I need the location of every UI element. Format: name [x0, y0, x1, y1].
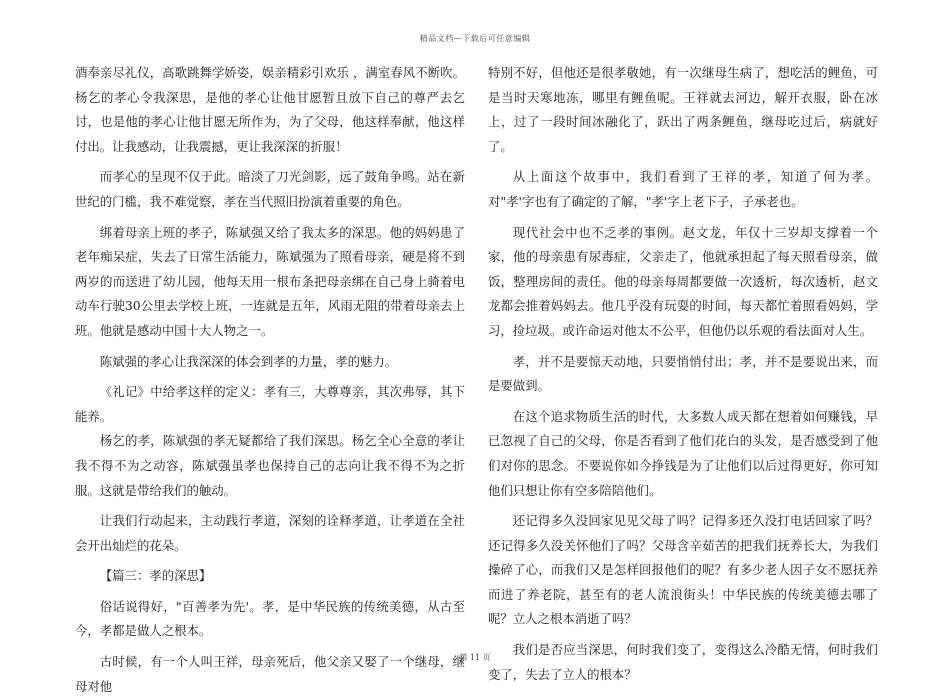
- paragraph: 陈斌强的孝心让我深深的体会到孝的力量，孝的魅力。: [99, 353, 398, 369]
- paragraph: 还记得多久没回家见见父母了吗？记得多还久没打电话回家了吗？还记得多久没关怀他们了吗？父母含辛茹苦的把我们抚养长大，为我们操碎了心，而我们又是怎样回报他们的呢？有多少老人因子女不愿抚养而进了养老院，甚至有的老人流浪街头！中华民族的传统美德去哪了呢？立人之根本消逝了吗？: [488, 513, 878, 627]
- paragraph: 从上面这个故事中，我们看到了王祥的孝，知道了何为孝。对"孝'字也有了确定的了解，"孝'字上老下子，子承老也。: [488, 169, 878, 209]
- section-heading: 【篇三：孝的深思】: [99, 568, 212, 584]
- paragraph: 让我们行动起来，主动践行孝道，深刻的诠释孝道，让孝道在全社会开出灿烂的花朵。: [75, 513, 465, 553]
- paragraph: 孝，并不是要惊天动地，只要悄悄付出；孝，并不是要说出来，而是要做到。: [488, 353, 878, 394]
- paragraph: 我们是否应当深思，何时我们变了，变得这么冷酷无情，何时我们变了，失去了立人的根本？: [488, 642, 878, 682]
- paragraph: 杨乞的孝，陈斌强的孝无疑都给了我们深思。杨乞全心全意的孝让我不得不为之动容，陈斌强虽孝也保持自己的志向让我不得不为之折服。这就是带给我们的触动。: [75, 433, 465, 498]
- paragraph: 古时候，有一个人叫王祥，母亲死后，他父亲又娶了一个继母，继母对他: [75, 654, 465, 694]
- paragraph: 酒奉亲尽礼仪，高歌跳舞学娇姿，娱亲精彩引欢乐 ，满室春风不断吹。杨乞的孝心令我深思，是他的孝心让他甘愿暂且放下自己的尊严去乞讨，也是他的孝心让他甘愿无所作为，为了父母，他这样奉献，他这样付出。让我感动，让我震撼，更让我深深的折服！: [75, 65, 465, 154]
- paragraph: 而孝心的呈现不仅于此。暗淡了刀光剑影，远了鼓角争鸣。站在新世纪的门槛，我不难觉察，孝在当代照旧扮演着重要的角色。: [75, 169, 465, 209]
- page-number: 第 11 页: [459, 653, 491, 662]
- paragraph: 俗话说得好，"百善孝为先'。孝，是中华民族的传统美德，从古至今，孝都是做人之根本。: [75, 598, 465, 639]
- paragraph: 《礼记》中给孝这样的定义：孝有三，大尊尊亲，其次弗辱，其下能养。: [75, 384, 465, 424]
- left-column: [75, 61, 465, 699]
- right-column: [488, 61, 878, 687]
- paragraph: 现代社会中也不乏孝的事例。赵文龙，年仅十三岁却支撑着一个家，他的母亲患有尿毒症，父亲走了，他就承担起了每天照看母亲，做饭，整理房间的责任。他的母亲每周都要做一次透析，每次透析，赵文龙都会推着妈妈去。他几乎没有玩耍的时间，每天都忙着照看妈妈，学习，捡垃圾。或许命运对他太不公平，但他仍以乐观的看法面对人生。: [488, 224, 878, 338]
- page-header: 精品文档—下载后可任意编辑: [419, 34, 531, 43]
- paragraph: 绑着母亲上班的孝子，陈斌强又给了我太多的深思。他的妈妈患了老年痴呆症，失去了日常生活能力，陈斌强为了照看母亲，硬是将不到两岁的而送进了幼儿园，他每天用一根布条把母亲绑在自己身上骑着电动车行驶30公里去学校上班，一连就是五年，风雨无阻的带着母亲去上班。他就是感动中国十大人物之一。: [75, 224, 465, 338]
- paragraph: 特别不好，但他还是很孝敬她，有一次继母生病了，想吃活的鲤鱼，可是当时天寒地冻，哪里有鲤鱼呢。王祥就去河边，解开衣服，卧在冰上，过了一段时间冰融化了，跃出了两条鲤鱼，继母吃过后，病就好了。: [488, 65, 878, 154]
- paragraph: 在这个追求物质生活的时代，大多数人成天都在想着如何赚钱，早已忽视了自己的父母，你是否看到了他们花白的头发，是否感受到了他们对你的思念。不要说你如今挣钱是为了让他们以后过得更好，你可知他们只想让你有空多陪陪他们。: [488, 408, 878, 498]
